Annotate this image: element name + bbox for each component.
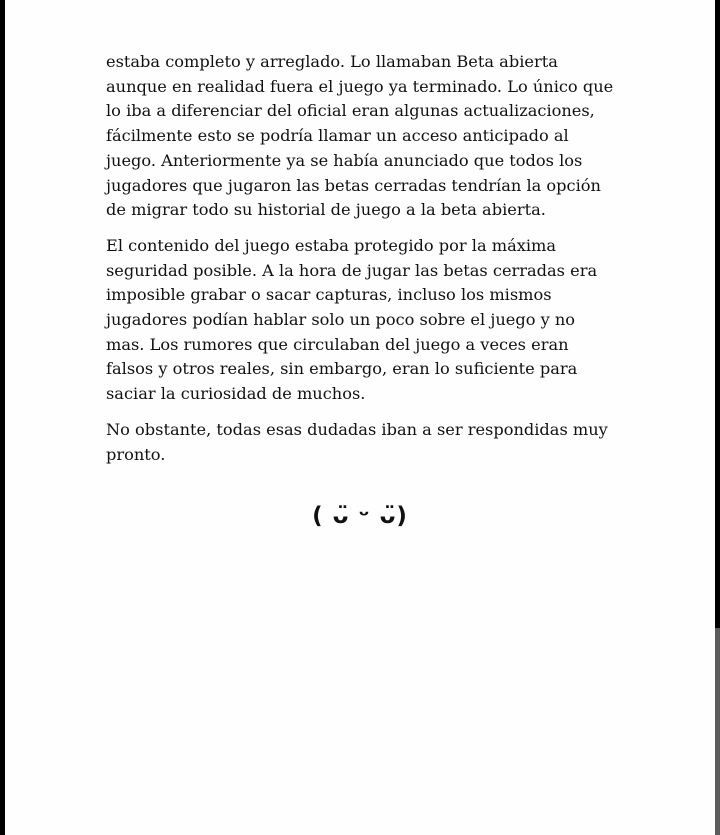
scrollbar[interactable] <box>715 628 720 835</box>
emoticon: ( ᴗ̈ ᵕ ᴗ̈) <box>312 503 408 529</box>
paragraph-2: El contenido del juego estaba protegido por la máxima seguridad posible. A la hora de jugar las betas cerradas era imposible grabar o sacar capturas, incluso los mismos jugadores podían hablar solo un poco sobre el juego y no mas. Los rumores que circulaban del juego a veces eran falsos y otros reales, sin embargo, eran lo suficiente para saciar la curiosidad de muchos. <box>106 235 598 404</box>
paragraph-1: estaba completo y arreglado. Lo llamaban Beta abierta aunque en realidad fuera el juego ya terminado. Lo único que lo iba a diferenciar del oficial eran algunas actualizaciones, fácilmente esto se podría llamar un acceso anticipado al juego. Anteriormente ya se había anunciado que todos los jugadores que jugaron las betas cerradas tendrían la opción de migrar todo su historial de juego a la beta abierta. <box>106 52 614 220</box>
paragraph-3: No obstante, todas esas dudadas iban a ser respondidas muy pronto. <box>106 419 608 464</box>
story-text <box>106 50 616 478</box>
document-page <box>5 0 715 835</box>
